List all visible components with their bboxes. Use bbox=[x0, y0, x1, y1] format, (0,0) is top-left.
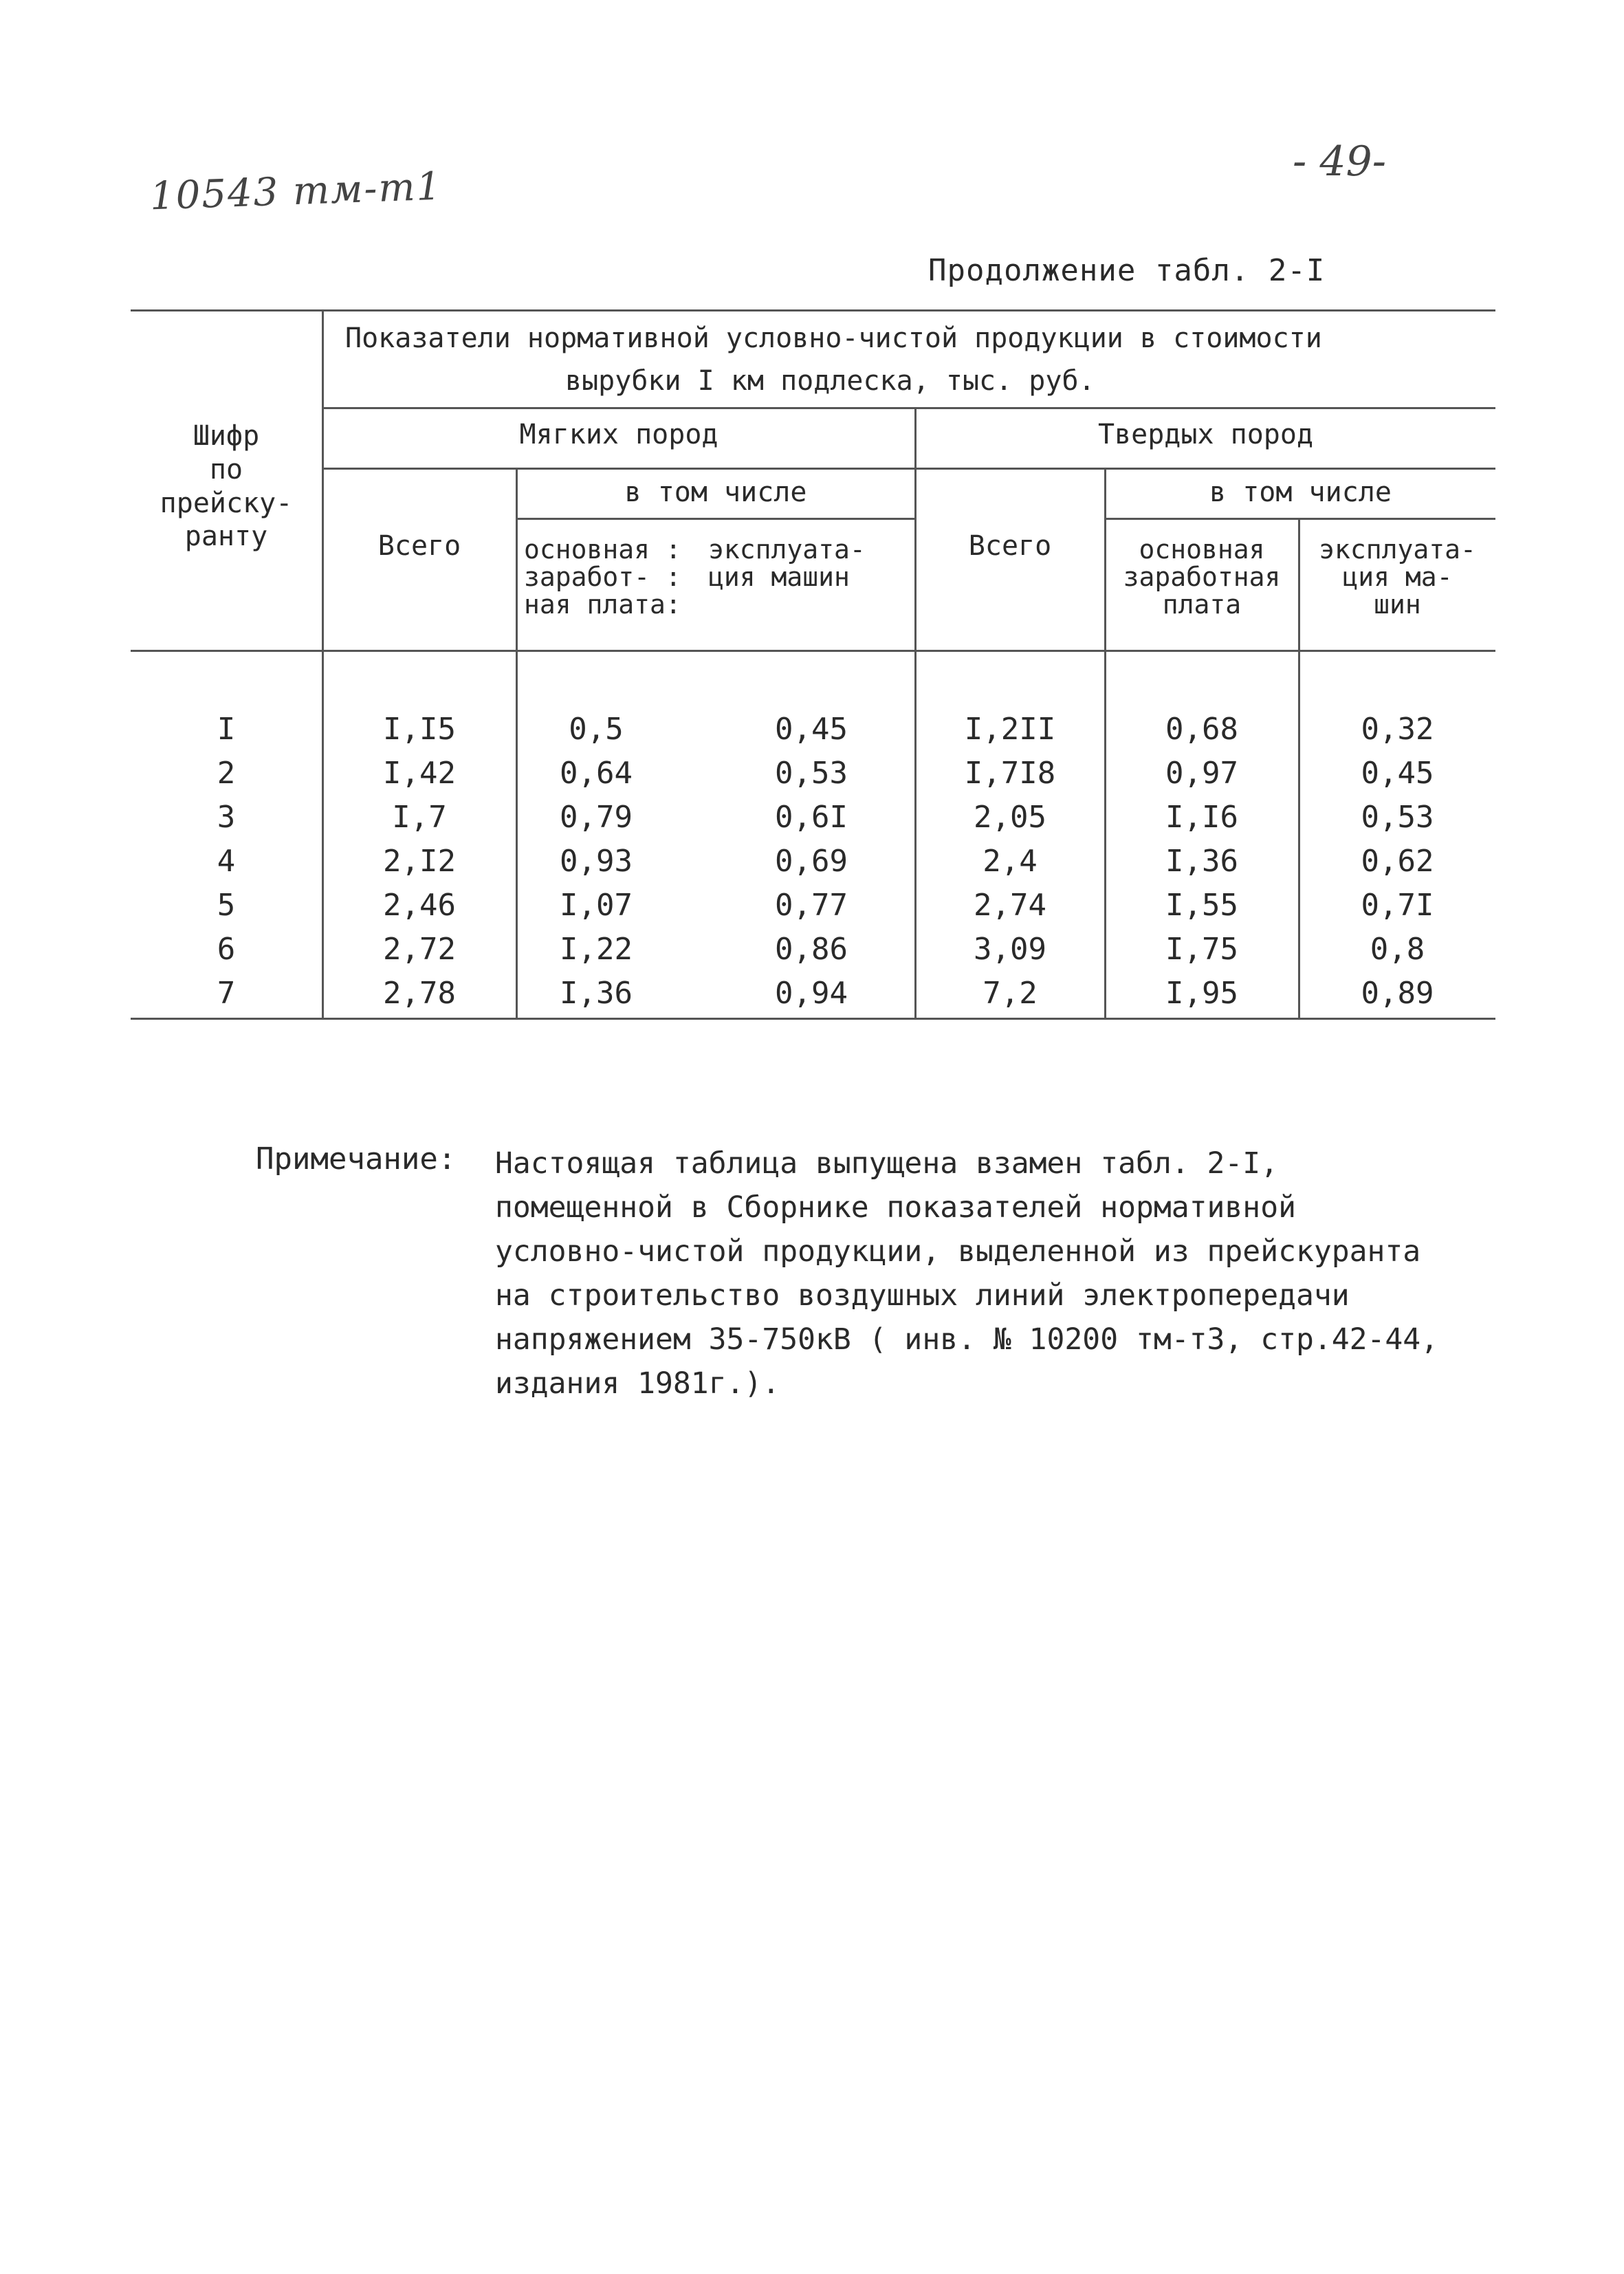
cell-code: 7 bbox=[217, 976, 236, 1011]
cell-soft-machine: 0,6I bbox=[775, 800, 848, 835]
cell-hard-machine: 0,53 bbox=[1361, 800, 1434, 835]
cell-soft-wage: I,36 bbox=[560, 976, 633, 1011]
header-line: основная bbox=[1139, 534, 1265, 565]
cell-hard-wage: 0,97 bbox=[1165, 756, 1238, 791]
table-continuation-caption: Продолжение табл. 2-I bbox=[928, 253, 1326, 288]
code-header-line: Шифр bbox=[193, 420, 260, 452]
cell-soft-machine: 0,53 bbox=[775, 756, 848, 791]
cell-hard-machine: 0,45 bbox=[1361, 756, 1434, 791]
header-line: ция ма- bbox=[1342, 561, 1453, 592]
code-header-line: прейску- bbox=[160, 487, 293, 519]
soft-rocks-header: Мягких пород bbox=[519, 419, 718, 450]
note-line: издания 1981г.). bbox=[495, 1366, 780, 1401]
soft-including-header: в том числе bbox=[624, 477, 807, 508]
note-line: напряжением 35-750кВ ( инв. № 10200 тм-т3, стр.42-44, bbox=[495, 1322, 1439, 1357]
cell-soft-machine: 0,69 bbox=[775, 844, 848, 879]
page-number: - 49- bbox=[1293, 138, 1386, 186]
soft-basic-wage-header bbox=[524, 536, 681, 619]
cell-hard-wage: I,55 bbox=[1165, 888, 1238, 923]
cell-soft-wage: 0,79 bbox=[560, 800, 633, 835]
cell-soft-machine: 0,86 bbox=[775, 932, 848, 967]
cell-code: 5 bbox=[217, 888, 236, 923]
hard-rocks-header: Твердых пород bbox=[1097, 419, 1314, 450]
header-line: шин bbox=[1374, 589, 1421, 620]
table-bottom-rule bbox=[131, 1018, 1495, 1020]
cell-code: 3 bbox=[217, 800, 236, 835]
note-line: помещенной в Сборнике показателей нормативной bbox=[495, 1190, 1296, 1225]
cell-hard-machine: 0,32 bbox=[1361, 712, 1434, 747]
header-rule-1 bbox=[323, 407, 1495, 409]
cell-soft-total: I,I5 bbox=[383, 712, 456, 747]
soft-machine-header bbox=[708, 536, 866, 591]
cell-hard-machine: 0,89 bbox=[1361, 976, 1434, 1011]
note-line: на строительство воздушных линий электропередачи bbox=[495, 1278, 1350, 1313]
cell-hard-total: 3,09 bbox=[974, 932, 1046, 967]
cell-hard-machine: 0,62 bbox=[1361, 844, 1434, 879]
header-bottom-rule bbox=[131, 650, 1495, 652]
cell-soft-total: 2,72 bbox=[383, 932, 456, 967]
cell-hard-wage: 0,68 bbox=[1165, 712, 1238, 747]
header-line: эксплуата- bbox=[1319, 534, 1476, 565]
cell-soft-wage: 0,93 bbox=[560, 844, 633, 879]
group-title-line-2: вырубки I км подлеска, тыс. руб. bbox=[565, 365, 1095, 397]
hard-total-header: Всего bbox=[968, 530, 1052, 562]
note-line: Настоящая таблица выпущена взамен табл. 2-I, bbox=[495, 1146, 1279, 1181]
hard-machine-header bbox=[1299, 536, 1495, 619]
indicators-table bbox=[131, 309, 1495, 1021]
cell-hard-machine: 0,7I bbox=[1361, 888, 1434, 923]
header-rule-3-soft bbox=[517, 518, 916, 520]
cell-soft-machine: 0,77 bbox=[775, 888, 848, 923]
cell-soft-total: 2,I2 bbox=[383, 844, 456, 879]
hard-basic-wage-header bbox=[1106, 536, 1298, 619]
cell-hard-wage: I,75 bbox=[1165, 932, 1238, 967]
cell-code: I bbox=[217, 712, 236, 747]
cell-soft-wage: I,22 bbox=[560, 932, 633, 967]
inventory-number: 10543 тм-т1 bbox=[149, 164, 443, 219]
header-line: основная : bbox=[524, 534, 681, 565]
cell-hard-total: 2,74 bbox=[974, 888, 1046, 923]
cell-soft-machine: 0,94 bbox=[775, 976, 848, 1011]
table-top-rule bbox=[131, 309, 1495, 311]
cell-hard-total: I,2II bbox=[964, 712, 1056, 747]
group-title-line-1: Показатели нормативной условно-чистой продукции в стоимости bbox=[345, 322, 1322, 354]
header-rule-2 bbox=[323, 468, 1495, 470]
header-line: заработ- : bbox=[524, 561, 681, 592]
cell-soft-total: 2,46 bbox=[383, 888, 456, 923]
cell-hard-total: I,7I8 bbox=[964, 756, 1056, 791]
header-rule-3-hard bbox=[1106, 518, 1495, 520]
soft-total-header: Всего bbox=[377, 530, 461, 562]
note-line: условно-чистой продукции, выделенной из прейскуранта bbox=[495, 1234, 1421, 1269]
cell-code: 2 bbox=[217, 756, 236, 791]
cell-hard-wage: I,36 bbox=[1165, 844, 1238, 879]
cell-hard-machine: 0,8 bbox=[1370, 932, 1425, 967]
cell-code: 6 bbox=[217, 932, 236, 967]
header-line: плата bbox=[1162, 589, 1242, 620]
header-line: эксплуата- bbox=[708, 534, 866, 565]
cell-soft-total: I,42 bbox=[383, 756, 456, 791]
hard-including-header: в том числе bbox=[1209, 477, 1392, 508]
note-text bbox=[495, 1141, 1438, 1406]
note-label: Примечание: bbox=[256, 1141, 457, 1177]
code-header-line: по bbox=[209, 453, 243, 485]
cell-hard-total: 2,05 bbox=[974, 800, 1046, 835]
cell-hard-total: 2,4 bbox=[983, 844, 1038, 879]
cell-soft-wage: 0,64 bbox=[560, 756, 633, 791]
header-line: ная плата: bbox=[524, 589, 681, 620]
cell-soft-wage: 0,5 bbox=[569, 712, 624, 747]
cell-soft-total: 2,78 bbox=[383, 976, 456, 1011]
header-line: ция машин bbox=[708, 561, 850, 592]
code-column-header bbox=[131, 419, 322, 554]
cell-hard-total: 7,2 bbox=[983, 976, 1038, 1011]
cell-soft-total: I,7 bbox=[392, 800, 447, 835]
cell-soft-machine: 0,45 bbox=[775, 712, 848, 747]
cell-code: 4 bbox=[217, 844, 236, 879]
header-line: заработная bbox=[1123, 561, 1281, 592]
cell-hard-wage: I,95 bbox=[1165, 976, 1238, 1011]
cell-hard-wage: I,I6 bbox=[1165, 800, 1238, 835]
cell-soft-wage: I,07 bbox=[560, 888, 633, 923]
code-header-line: ранту bbox=[184, 521, 268, 553]
